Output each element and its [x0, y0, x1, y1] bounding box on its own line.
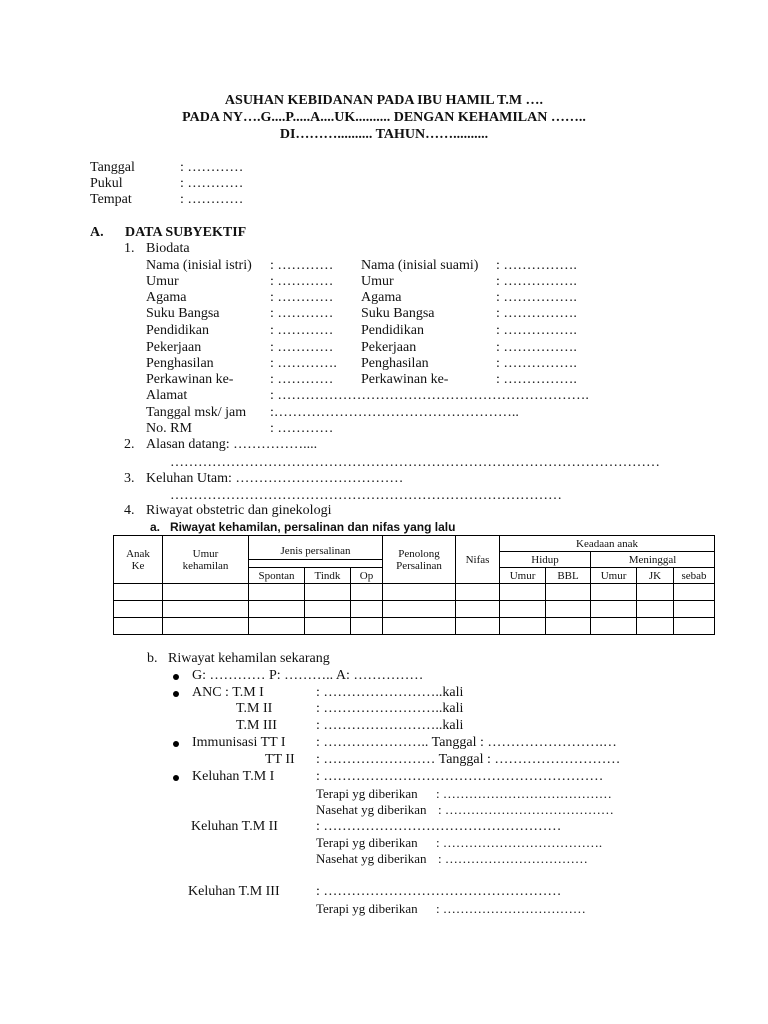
title-line-2: PADA NY….G....P.....A....UK.......... DENGAN KEHAMILAN ……..: [182, 110, 586, 125]
riwayat-label: Riwayat obstetric dan ginekologi: [146, 503, 332, 518]
table-cell[interactable]: [674, 584, 715, 601]
tanggal-msk-label: Tanggal msk/ jam: [146, 405, 247, 420]
table-cell[interactable]: [591, 584, 637, 601]
biodata-right-label: Nama (inisial suami): [361, 258, 479, 273]
table-cell[interactable]: [305, 618, 351, 635]
table-row: [114, 584, 715, 601]
table-cell[interactable]: [546, 584, 591, 601]
table-cell[interactable]: [383, 618, 456, 635]
alasan-number: 2.: [124, 437, 135, 452]
table-cell[interactable]: [305, 601, 351, 618]
keluhan-tm2-label: Keluhan T.M II: [191, 819, 278, 834]
table-cell[interactable]: [114, 618, 163, 635]
biodata-left-value: : …………: [270, 274, 334, 289]
th-spontan: Spontan: [249, 568, 305, 584]
tempat-value: : …………: [180, 192, 244, 207]
imm-tt2-value: : …………………… Tanggal : ………………………: [316, 752, 621, 767]
alasan-label: Alasan datang: ……………....: [146, 437, 318, 452]
tanggal-label: Tanggal: [90, 160, 135, 175]
pukul-value: : …………: [180, 176, 244, 191]
table-cell[interactable]: [351, 584, 383, 601]
biodata-left-value: : …………: [270, 306, 334, 321]
table-cell[interactable]: [305, 584, 351, 601]
gpa-line: G: ………… P: ……….. A: ……………: [192, 668, 424, 683]
biodata-left-value: : ………….: [270, 356, 337, 371]
th-hidup: Hidup: [500, 552, 591, 568]
biodata-right-value: : …………….: [496, 372, 577, 387]
biodata-left-label: Nama (inisial istri): [146, 258, 252, 273]
alamat-label: Alamat: [146, 388, 188, 403]
biodata-right-label: Pekerjaan: [361, 340, 417, 355]
table-cell[interactable]: [674, 601, 715, 618]
biodata-right-value: : …………….: [496, 356, 577, 371]
table-cell[interactable]: [114, 601, 163, 618]
bullet-icon: [173, 741, 179, 747]
table-cell[interactable]: [637, 584, 674, 601]
biodata-right-value: : …………….: [496, 290, 577, 305]
terapi-tm3-value: : ……………………………: [436, 901, 586, 916]
biodata-left-label: Pekerjaan: [146, 340, 202, 355]
terapi-tm3-label: Terapi yg diberikan: [316, 901, 418, 916]
anc-tm3-label: T.M III: [236, 718, 277, 733]
table-cell[interactable]: [249, 584, 305, 601]
bullet-icon: [173, 775, 179, 781]
th-op: Op: [351, 568, 383, 584]
imm-label: Immunisasi TT I: [192, 735, 286, 750]
nasehat-tm2-value: : ……………………………: [438, 851, 588, 866]
biodata-left-label: Penghasilan: [146, 356, 214, 371]
biodata-left-value: : …………: [270, 290, 334, 305]
imm-tt1-value: : ………………….. Tanggal : …………………….…: [316, 735, 617, 750]
table-cell[interactable]: [500, 618, 546, 635]
table-cell[interactable]: [456, 618, 500, 635]
riwayat-number: 4.: [124, 503, 135, 518]
biodata-left-label: Suku Bangsa: [146, 306, 220, 321]
biodata-label: Biodata: [146, 241, 190, 256]
bullet-icon: [173, 674, 179, 680]
keluhan-line: …………………………………………………………………………: [170, 488, 562, 503]
biodata-left-value: : …………: [270, 372, 334, 387]
table-cell[interactable]: [114, 584, 163, 601]
th-umur-kehamilan: Umur kehamilan: [163, 536, 249, 584]
biodata-right-label: Agama: [361, 290, 402, 305]
anc-tm2-label: T.M II: [236, 701, 273, 716]
sub-b-label: Riwayat kehamilan sekarang: [168, 651, 330, 666]
th-sebab: sebab: [674, 568, 715, 584]
alasan-line: ……………………………………………………………………………………………: [170, 455, 660, 470]
biodata-number: 1.: [124, 241, 135, 256]
biodata-left-label: Agama: [146, 290, 187, 305]
nasehat-tm1-label: Nasehat yg diberikan: [316, 802, 427, 817]
no-rm-value: : …………: [270, 421, 334, 436]
th-jenis-label: Jenis persalinan: [249, 544, 382, 560]
keluhan-tm3-value: : ……………………………………………: [316, 884, 562, 899]
table-cell[interactable]: [383, 601, 456, 618]
riwayat-table: [113, 535, 715, 635]
table-cell[interactable]: [500, 584, 546, 601]
keluhan-number: 3.: [124, 471, 135, 486]
biodata-right-label: Umur: [361, 274, 394, 289]
th-meninggal: Meninggal: [591, 552, 715, 568]
sub-b-letter: b.: [147, 651, 158, 666]
biodata-left-label: Perkawinan ke-: [146, 372, 234, 387]
biodata-right-label: Suku Bangsa: [361, 306, 435, 321]
bullet-icon: [173, 691, 179, 697]
anc-label: ANC : T.M I: [192, 685, 264, 700]
table-cell[interactable]: [163, 584, 249, 601]
anc-tm3-value: : ……………………..kali: [316, 718, 464, 733]
table-cell[interactable]: [591, 618, 637, 635]
th-bbl: BBL: [546, 568, 591, 584]
biodata-right-label: Penghasilan: [361, 356, 429, 371]
biodata-right-value: : …………….: [496, 306, 577, 321]
alamat-value: : ………………………………………………………….: [270, 388, 589, 403]
title-line-1: ASUHAN KEBIDANAN PADA IBU HAMIL T.M ….: [224, 93, 544, 108]
keluhan-tm1-label: Keluhan T.M I: [192, 769, 275, 784]
table-cell[interactable]: [637, 618, 674, 635]
th-penolong: Penolong Persalinan: [383, 536, 456, 584]
biodata-right-value: : …………….: [496, 323, 577, 338]
pukul-label: Pukul: [90, 176, 123, 191]
biodata-right-label: Perkawinan ke-: [361, 372, 449, 387]
terapi-tm1-label: Terapi yg diberikan: [316, 786, 418, 801]
table-cell[interactable]: [163, 601, 249, 618]
biodata-right-value: : …………….: [496, 274, 577, 289]
tempat-label: Tempat: [90, 192, 132, 207]
table-cell[interactable]: [351, 601, 383, 618]
table-cell[interactable]: [249, 618, 305, 635]
tanggal-value: : …………: [180, 160, 244, 175]
table-cell[interactable]: [383, 584, 456, 601]
terapi-tm2-value: : ……………………………….: [436, 835, 603, 850]
table-cell[interactable]: [591, 601, 637, 618]
th-nifas: Nifas: [456, 536, 500, 584]
th-umur: Umur: [500, 568, 546, 584]
table-cell[interactable]: [456, 601, 500, 618]
table-row: [114, 618, 715, 635]
biodata-left-label: Pendidikan: [146, 323, 209, 338]
table-cell[interactable]: [500, 601, 546, 618]
keluhan-tm2-value: : ……………………………………………: [316, 819, 562, 834]
section-a-letter: A.: [90, 225, 104, 240]
table-cell[interactable]: [546, 601, 591, 618]
biodata-right-value: : …………….: [496, 258, 577, 273]
biodata-left-value: : …………: [270, 340, 334, 355]
imm-tt2-label: TT II: [265, 752, 295, 767]
terapi-tm2-label: Terapi yg diberikan: [316, 835, 418, 850]
table-row: [114, 601, 715, 618]
biodata-left-value: : …………: [270, 323, 334, 338]
keluhan-tm1-value: : ……………………………………………………: [316, 769, 604, 784]
th-keadaan-anak: Keadaan anak: [500, 536, 715, 552]
table-cell[interactable]: [456, 584, 500, 601]
table-cell[interactable]: [637, 601, 674, 618]
table-cell[interactable]: [163, 618, 249, 635]
biodata-left-label: Umur: [146, 274, 179, 289]
biodata-right-label: Pendidikan: [361, 323, 424, 338]
th-anak-ke: Anak Ke: [114, 536, 163, 584]
table-cell[interactable]: [546, 618, 591, 635]
anc-tm1-value: : ……………………..kali: [316, 685, 464, 700]
biodata-right-value: : …………….: [496, 340, 577, 355]
th-jk: JK: [637, 568, 674, 584]
title-line-3: DI……….......... TAHUN……..........: [279, 127, 489, 142]
table-cell[interactable]: [249, 601, 305, 618]
th-tindk: Tindk: [305, 568, 351, 584]
no-rm-label: No. RM: [146, 421, 192, 436]
keluhan-tm3-label: Keluhan T.M III: [188, 884, 280, 899]
biodata-left-value: : …………: [270, 258, 334, 273]
sub-a-letter: a.: [150, 520, 161, 534]
anc-tm2-value: : ……………………..kali: [316, 701, 464, 716]
th-umur-meninggal: Umur: [591, 568, 637, 584]
keluhan-label: Keluhan Utam: ………………………………: [146, 471, 404, 486]
nasehat-tm2-label: Nasehat yg diberikan: [316, 851, 427, 866]
table-cell[interactable]: [674, 618, 715, 635]
terapi-tm1-value: : …………………………………: [436, 786, 612, 801]
nasehat-tm1-value: : …………………………………: [438, 802, 614, 817]
table-cell[interactable]: [351, 618, 383, 635]
tanggal-msk-value: :……………………………………………..: [270, 405, 519, 420]
th-jenis-persalinan: [249, 536, 383, 568]
section-a-heading: DATA SUBYEKTIF: [125, 225, 247, 240]
sub-a-label: Riwayat kehamilan, persalinan dan nifas yang lalu: [170, 520, 456, 534]
